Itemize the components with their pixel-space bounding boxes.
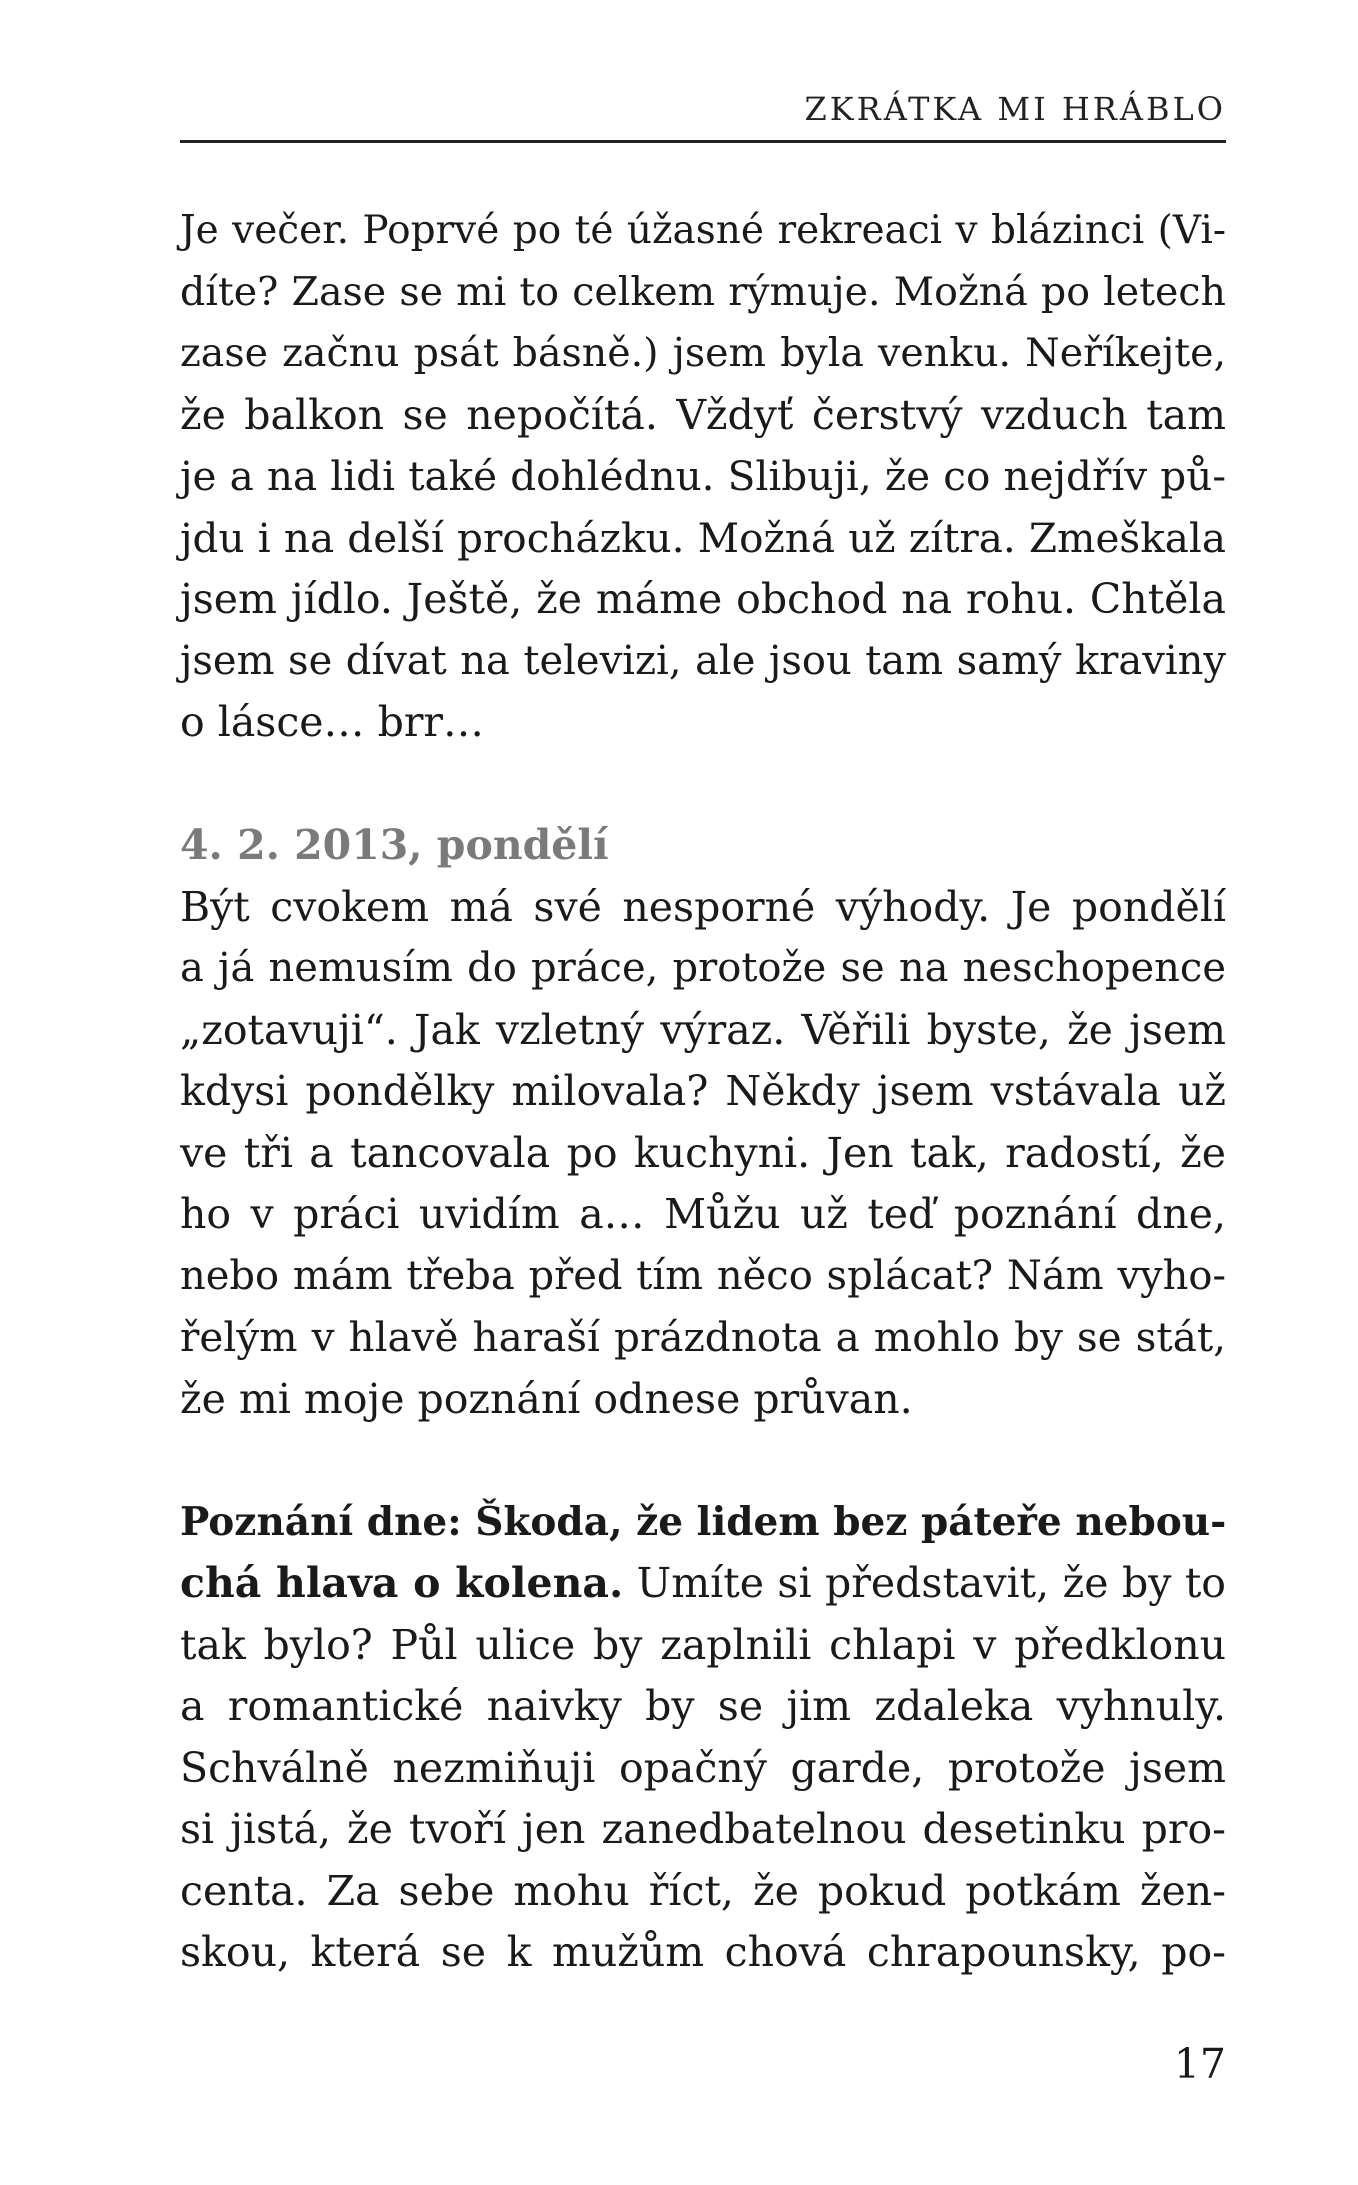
text-line: nebo mám třeba před tím něco splácat? Nám vyho- — [180, 1252, 1226, 1299]
text-line: ve tři a tancovala po kuchyni. Jen tak, radostí, že — [180, 1128, 1226, 1177]
text-line: jdu i na delší procházku. Možná už zítra. Zmeškala — [180, 513, 1226, 562]
text-line: jsem jídlo. Ještě, že máme obchod na rohu. Chtěla — [180, 575, 1226, 623]
text-line: je a na lidi také dohlédnu. Slibuji, že co nejdřív pů- — [180, 452, 1226, 500]
body-text — [180, 200, 1226, 1984]
text-line: Schválně nezmiňuji opačný garde, protože jsem — [180, 1743, 1226, 1792]
paragraph-1 — [180, 200, 1226, 754]
text-line: si jistá, že tvoří jen zanedbatelnou desetinku pro- — [180, 1805, 1226, 1853]
paragraph-gap — [180, 1430, 1226, 1492]
text-line: Být cvokem má své nesporné výhody. Je pondělí — [180, 882, 1226, 931]
text-line: tak bylo? Půl ulice by zaplnili chlapi v předklonu — [180, 1620, 1226, 1669]
text-line: Je večer. Poprvé po té úžasné rekreaci v blázinci (Vi- — [180, 208, 1226, 253]
header-rule — [180, 140, 1226, 143]
text-line: skou, která se k mužům chová chrapounsky, po- — [180, 1928, 1226, 1976]
page-number: 17 — [1173, 2040, 1226, 2088]
text-line: o lásce… brr… — [180, 698, 485, 746]
text-line: řelým v hlavě haraší prázdnota a mohlo by se stát, — [180, 1313, 1226, 1361]
text-line: díte? Zase se mi to celkem rýmuje. Možná po letech — [180, 268, 1226, 315]
text-line: že mi moje poznání odnese průvan. — [180, 1374, 913, 1423]
text-line: ho v práci uvidím a… Můžu už teď poznání dne, — [180, 1190, 1226, 1238]
text-line: a já nemusím do práce, protože se na neschopence — [180, 945, 1226, 991]
insight-of-the-day-end: chá hlava o kolena. — [180, 1559, 624, 1607]
text-line: „zotavuji“. Jak vzletný výraz. Věřili byste, že jsem — [180, 1005, 1226, 1054]
running-header: ZKRÁTKA MI HRÁBLO — [804, 90, 1226, 128]
text-line: centa. Za sebe mohu říct, že pokud potkám žen- — [180, 1866, 1226, 1915]
entry-date-heading: 4. 2. 2013, pondělí — [180, 821, 609, 869]
text-line: kdysi pondělky milovala? Někdy jsem vstávala už — [180, 1067, 1226, 1115]
text-line: že balkon se nepočítá. Vždyť čerstvý vzduch tam — [180, 390, 1226, 439]
insight-of-the-day: Poznání dne: Škoda, že lidem bez páteře nebou- — [180, 1498, 1227, 1545]
paragraph-gap — [180, 754, 1226, 816]
text-line-rest: Umíte si představit, že by to — [623, 1559, 1226, 1607]
diary-entry — [180, 815, 1226, 1430]
text-line — [180, 1553, 1226, 1615]
text-line: a romantické naivky by se jim zdaleka vyhnuly. — [180, 1682, 1226, 1730]
paragraph-3 — [180, 1492, 1226, 1984]
text-line: zase začnu psát básně.) jsem byla venku. Neříkejte, — [180, 330, 1226, 376]
text-line: jsem se dívat na televizi, ale jsou tam samý kraviny — [180, 637, 1226, 684]
